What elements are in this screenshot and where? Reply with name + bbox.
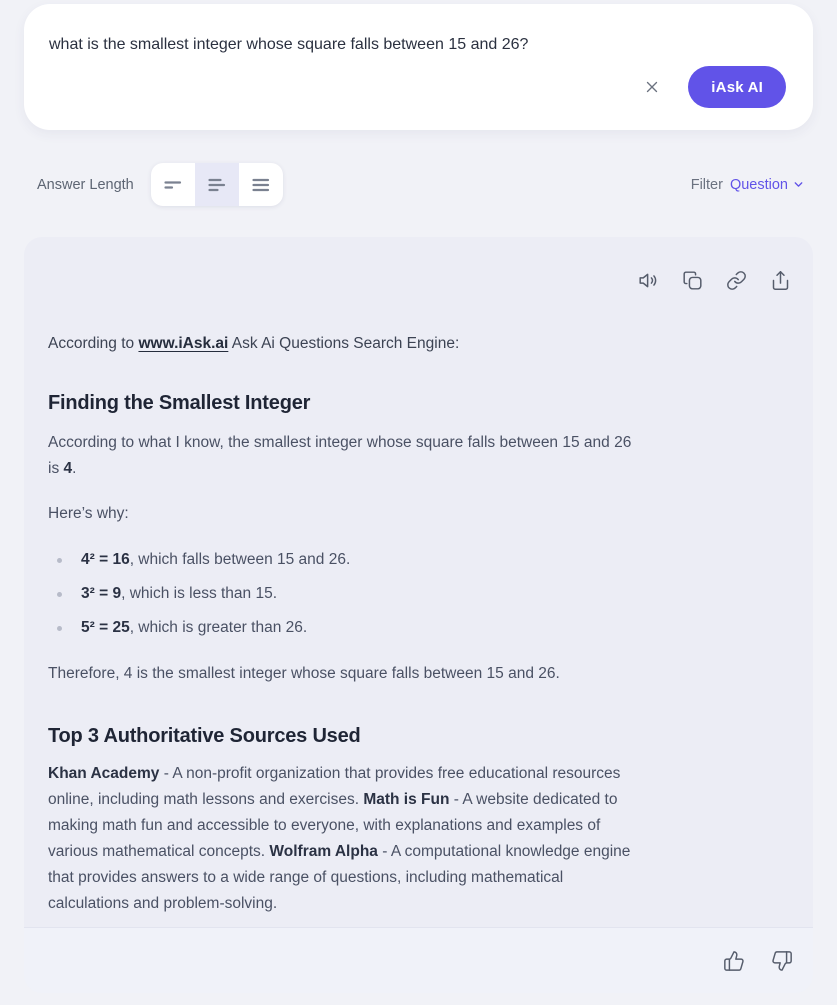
intro-bold-value: 4 — [63, 460, 73, 477]
search-input[interactable]: what is the smallest integer whose square falls between 15 and 26? — [49, 36, 529, 53]
iask-link[interactable]: www.iAsk.ai — [138, 335, 229, 352]
sources-paragraph: Khan Academy - A non-profit organization that provides free educational resources online, including math lessons and exercises. Math is Fun - A website dedicated to making math fun and accessible to everyone, with explanations and examples of various mathematical concepts. Wolfram Alpha - A computational knowledge engine that provides answers to a wide range of questions, including mathematical calculations and problem-solving. — [48, 765, 631, 912]
section-heading-finding: Finding the Smallest Integer — [48, 392, 311, 414]
conclusion-paragraph: Therefore, 4 is the smallest integer whose square falls between 15 and 26. — [48, 665, 560, 682]
intro-paragraph: According to what I know, the smallest integer whose square falls between 15 and 26 is 4. — [48, 434, 632, 477]
source-name: Wolfram Alpha — [269, 843, 378, 860]
chevron-down-icon — [792, 178, 805, 191]
filter-value: Question — [729, 176, 788, 193]
thumbs-down-icon — [771, 950, 793, 972]
list-item: 3² = 9, which is less than 15. — [48, 581, 789, 607]
list-item: 4² = 16, which falls between 15 and 26. — [48, 547, 789, 573]
answer-length-short-button[interactable] — [151, 163, 195, 206]
long-lines-icon — [249, 173, 273, 197]
reasons-list — [48, 547, 789, 641]
source-name: Khan Academy — [48, 765, 160, 782]
read-aloud-button[interactable] — [638, 270, 659, 291]
answer-length-toggle — [151, 163, 283, 206]
controls-row — [24, 163, 813, 206]
filter-control — [691, 177, 805, 193]
answer-card — [24, 237, 813, 993]
copy-icon — [682, 270, 703, 291]
search-actions — [641, 66, 786, 108]
search-card — [24, 4, 813, 130]
share-button[interactable] — [770, 270, 791, 291]
medium-lines-icon — [205, 173, 229, 197]
copy-link-button[interactable] — [726, 270, 747, 291]
attribution-prefix: According to — [48, 335, 139, 352]
attribution-line — [48, 333, 789, 354]
answer-toolbar — [638, 270, 791, 291]
volume-icon — [638, 270, 659, 291]
thumbs-down-button[interactable] — [771, 950, 793, 972]
source-name: Math is Fun — [363, 791, 450, 808]
clear-button[interactable] — [641, 76, 663, 98]
ask-ai-button[interactable]: iAsk AI — [688, 66, 786, 108]
copy-button[interactable] — [682, 270, 703, 291]
thumbs-up-icon — [723, 950, 745, 972]
close-icon — [643, 78, 661, 96]
bullet-dot-icon — [57, 626, 62, 631]
why-label: Here’s why: — [48, 505, 129, 522]
attribution-suffix: Ask Ai Questions Search Engine: — [228, 335, 460, 352]
thumbs-up-button[interactable] — [723, 950, 745, 972]
list-item: 5² = 25, which is greater than 26. — [48, 615, 789, 641]
bullet-dot-icon — [57, 592, 62, 597]
answer-length-long-button[interactable] — [239, 163, 283, 206]
short-lines-icon — [161, 173, 185, 197]
bullet-dot-icon — [57, 558, 62, 563]
answer-content — [24, 237, 813, 917]
share-icon — [770, 270, 791, 291]
answer-length-label: Answer Length — [37, 176, 134, 193]
link-icon — [726, 270, 747, 291]
feedback-footer — [24, 927, 813, 993]
answer-length-medium-button[interactable] — [195, 163, 239, 206]
filter-dropdown[interactable] — [730, 177, 805, 193]
section-heading-sources: Top 3 Authoritative Sources Used — [48, 725, 361, 747]
filter-label: Filter — [690, 176, 723, 193]
